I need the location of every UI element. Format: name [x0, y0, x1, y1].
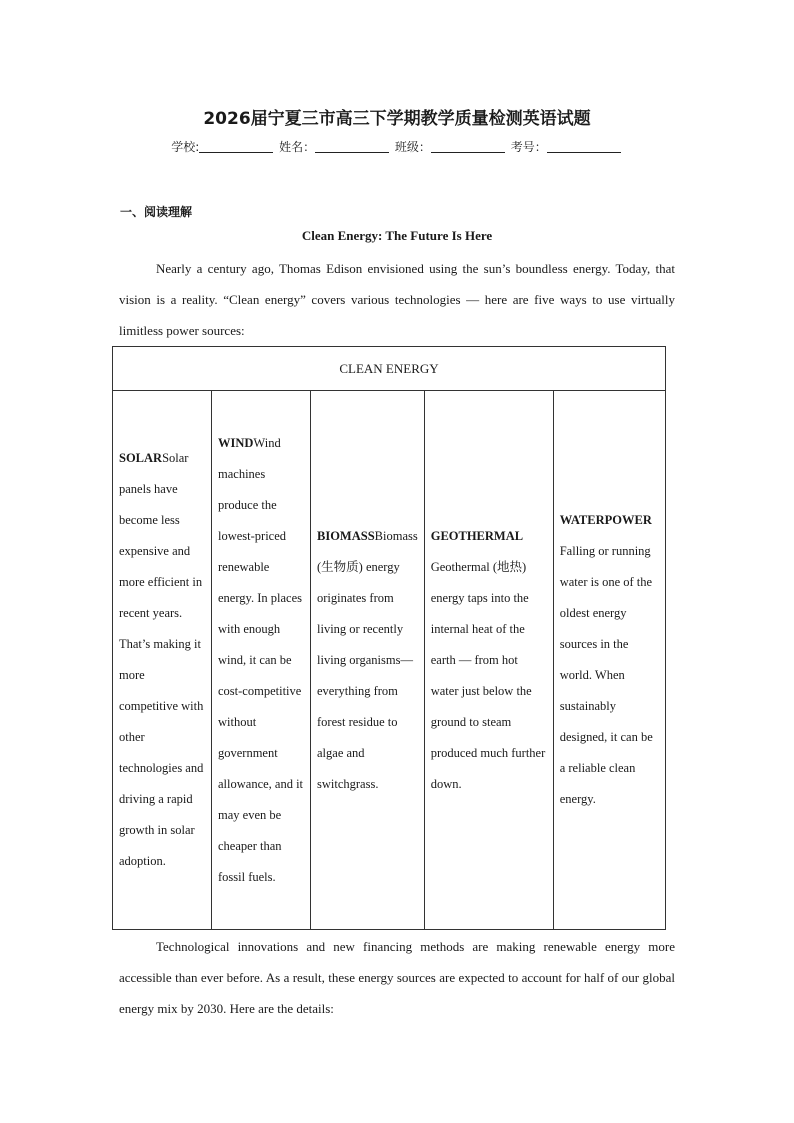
table-cell-biomass: [311, 391, 425, 930]
conclusion-paragraph: [119, 931, 675, 1024]
passage-title: Clean Energy: The Future Is Here: [301, 228, 493, 243]
cell-text: Falling or running water is one of the oldest energy sources in the world. When sustainably designed, it can be a reliable clean energy.: [559, 544, 653, 806]
cell-name: BIOMASS: [317, 528, 375, 543]
table-cell-geothermal: [424, 391, 553, 930]
cell-name: SOLAR: [119, 451, 163, 465]
intro-text: Nearly a century ago, Thomas Edison envisioned using the sun’s boundless energy. Today, that vision is a reality. “Clean energy” covers various technologies — here are five ways to use virtually limitless power sources:: [119, 261, 675, 338]
school-label: 学校:: [171, 140, 200, 154]
cell-text: Biomass (生物质) energy originates from living or recently living organisms—everything from forest residue to algae and switchgrass.: [317, 528, 418, 791]
table-cell-solar: [113, 391, 212, 930]
conclusion-text: Technological innovations and new financing methods are making renewable energy more accessible than ever before. As a result, these energy sources are expected to account for half of our global energy mix by 2030. Here are the details:: [119, 939, 675, 1016]
exam-number-blank: [547, 140, 621, 153]
intro-paragraph: [119, 253, 675, 346]
student-info-line: [0, 138, 794, 155]
cell-text: Wind machines produce the lowest-priced renewable energy. In places with enough wind, it can be cost-competitive without government allowance, and it may even be cheaper than fossil fuels.: [218, 435, 304, 884]
section-heading: 一、阅读理解: [120, 205, 193, 219]
table-cell-waterpower: [553, 391, 665, 930]
clean-energy-table: [112, 346, 666, 930]
cell-text: Geothermal (地热) energy taps into the internal heat of the earth — from hot water just below the ground to steam produced much further down.: [430, 559, 546, 791]
name-blank: [315, 140, 389, 153]
class-label: 班级：: [394, 140, 431, 154]
table-cell-wind: [212, 391, 311, 930]
name-label: 姓名：: [279, 140, 316, 154]
class-blank: [431, 140, 505, 153]
cell-text: Solar panels have become less expensive and more efficient in recent years. That’s making it more competitive with other technologies and driving a rapid growth in solar adoption.: [119, 451, 204, 868]
school-blank: [199, 140, 273, 153]
table-heading: CLEAN ENERGY: [113, 347, 666, 391]
exam-number-label: 考号：: [510, 140, 547, 154]
cell-name: WIND: [218, 435, 254, 450]
page-title: 2026届宁夏三市高三下学期教学质量检测英语试题: [203, 109, 591, 129]
cell-name: WATERPOWER: [559, 513, 652, 527]
cell-name: GEOTHERMAL: [430, 528, 524, 543]
